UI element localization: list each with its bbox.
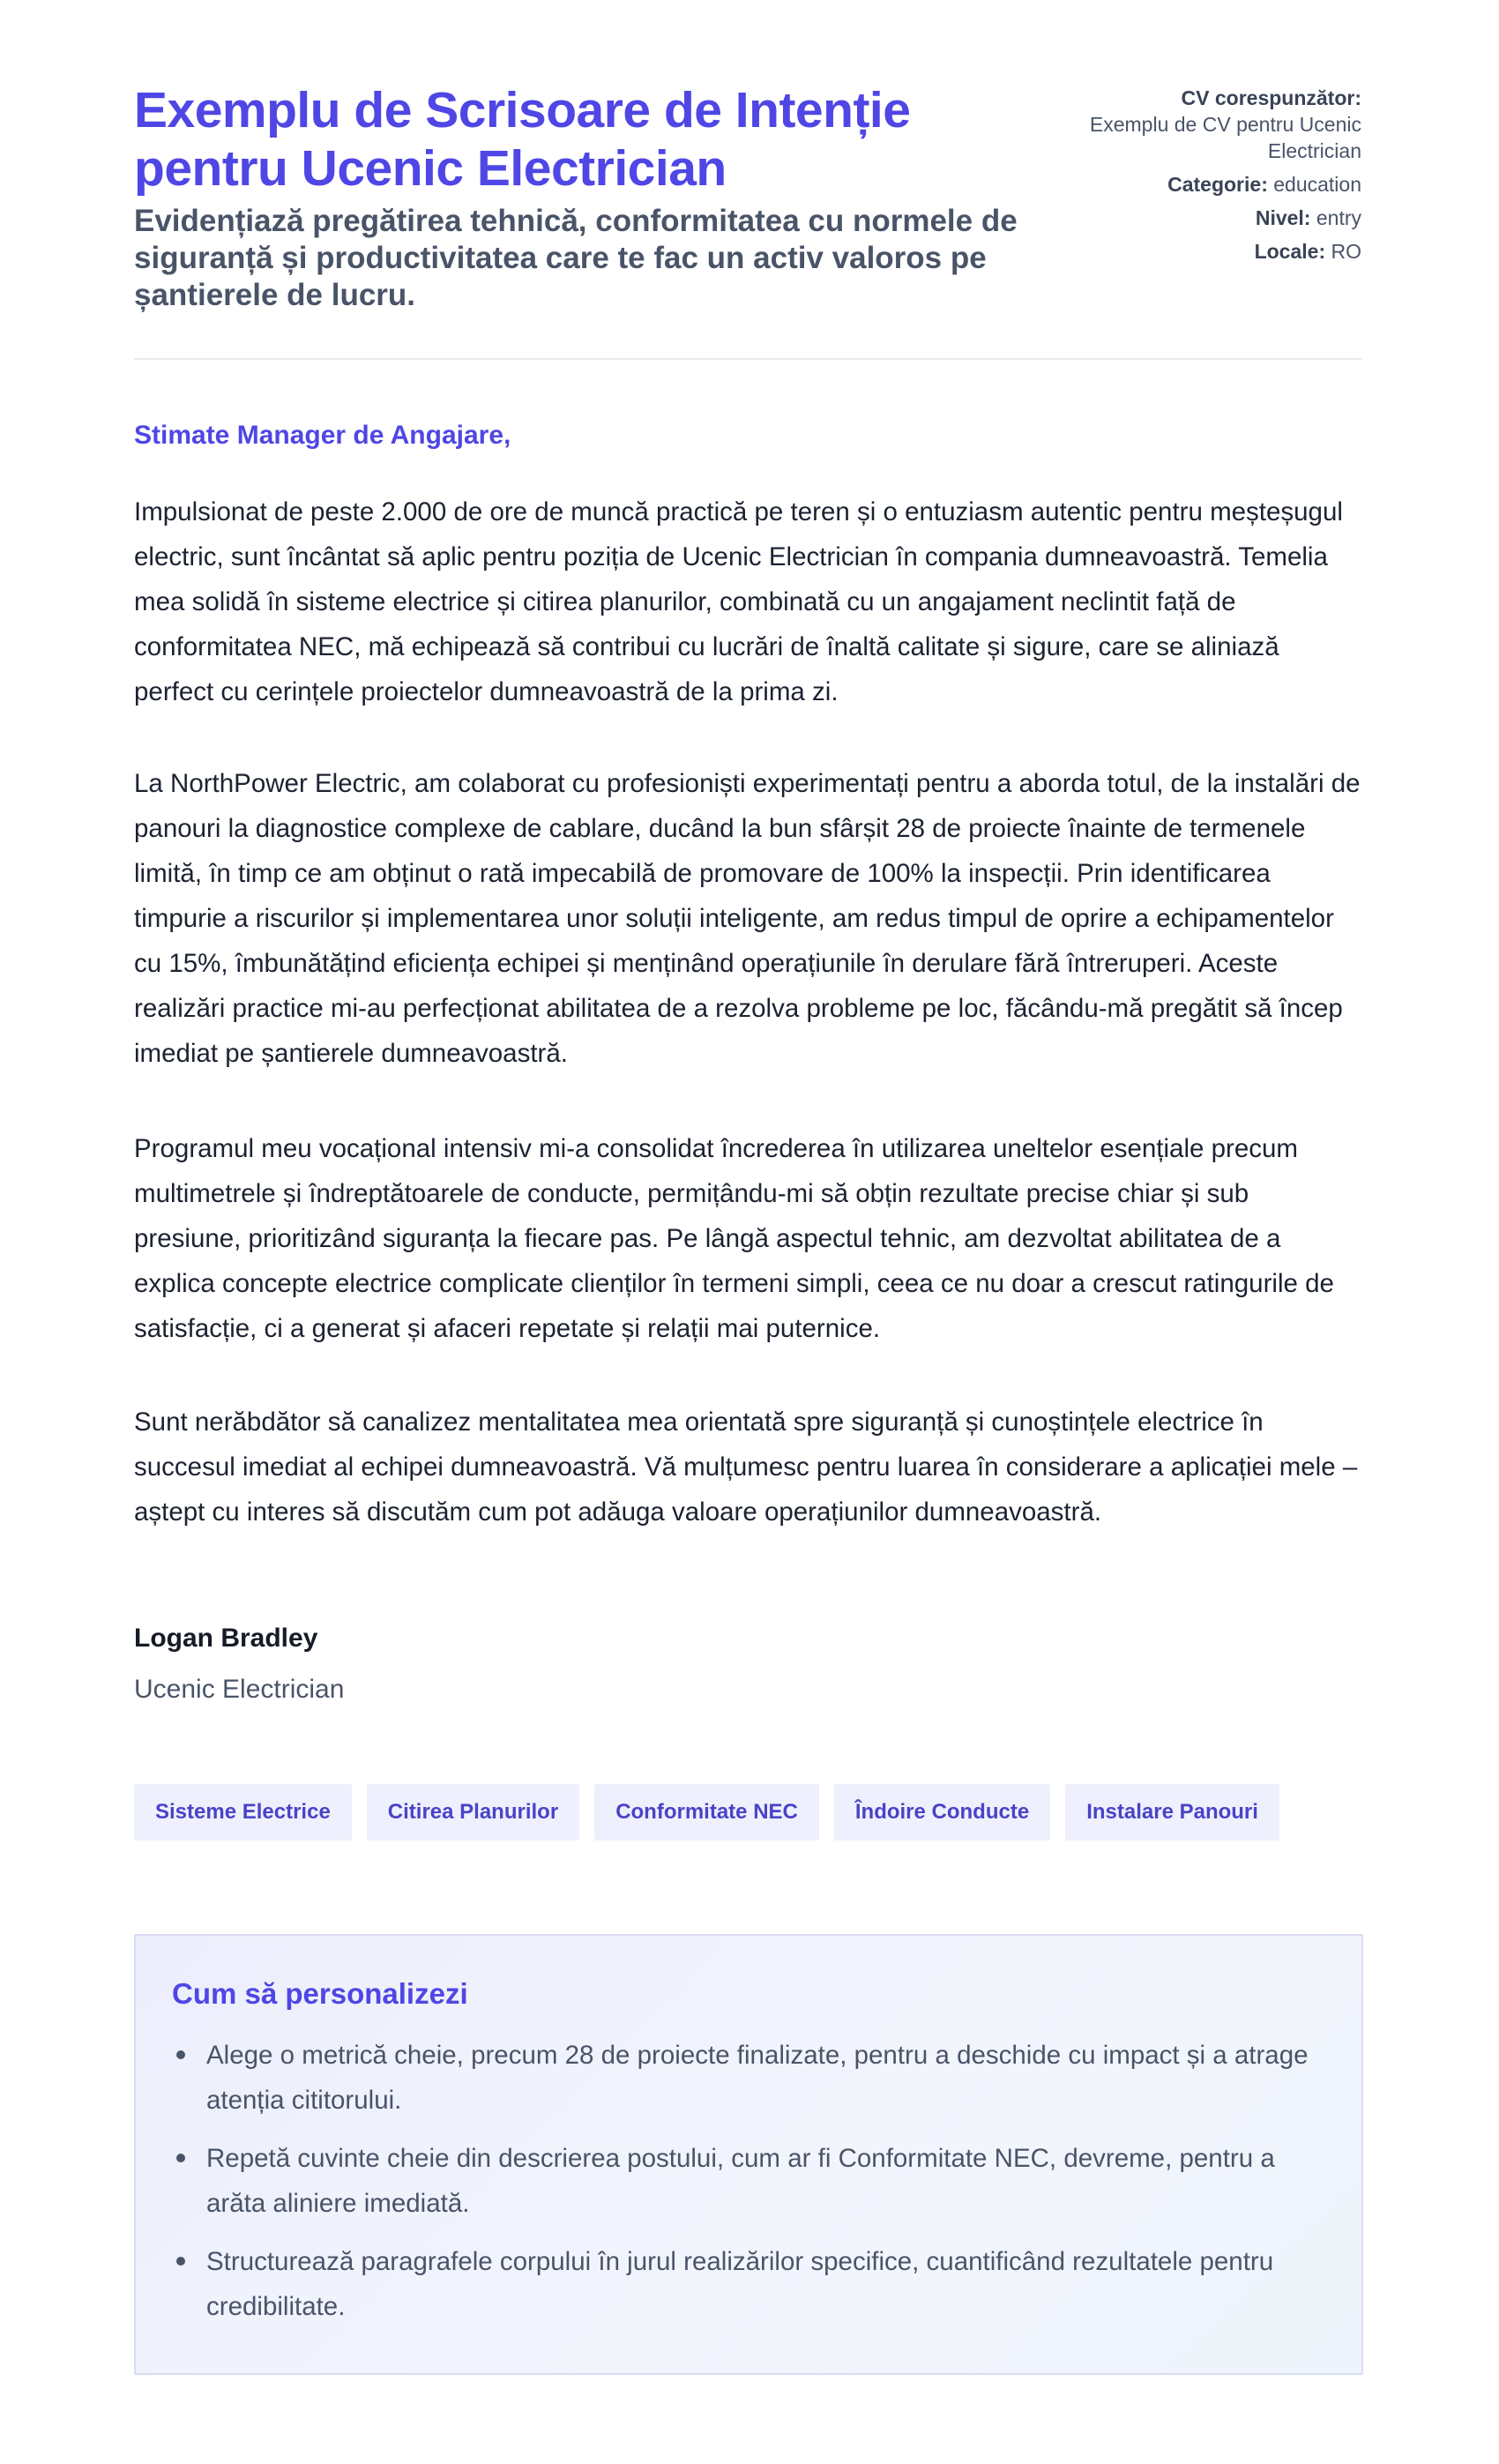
tip-text: Structurează paragrafele corpului în jurul realizărilor specifice, cuantificând rezultatele pentru credibilitate.	[206, 2247, 1274, 2321]
metadata-panel	[1079, 85, 1361, 272]
tips-title: Cum să personalizezi	[172, 1977, 468, 2010]
tip-text: Repetă cuvinte cheie din descrierea postului, cum ar fi Conformitate NEC, devreme, pentru a arăta aliniere imediată.	[206, 2144, 1275, 2218]
meta-locale-value: RO	[1331, 240, 1361, 263]
meta-level-label: Nivel:	[1255, 206, 1311, 229]
signature-role: Ucenic Electrician	[134, 1675, 345, 1704]
bullet-icon	[176, 2154, 185, 2162]
signature-name: Logan Bradley	[134, 1624, 318, 1653]
letter-paragraph: Programul meu vocațional intensiv mi-a consolidat încrederea în utilizarea uneltelor esențiale precum multimetrele și îndreptătoarele de conducte, permițându-mi să obțin rezultate precise chiar și sub presiune, prioritizând siguranța la fiecare pas. Pe lângă aspectul tehnic, am dezvoltat abilitatea de a explica concepte electrice complicate clienților în termeni simpli, ceea ce nu doar a crescut ratingurile de satisfacție, ci a generat și afaceri repetate și relații mai puternice.	[134, 1134, 1334, 1343]
meta-level	[1079, 205, 1361, 231]
bullet-icon	[176, 2257, 185, 2266]
skill-tag[interactable]: Citirea Planurilor	[367, 1784, 579, 1841]
cover-letter-page	[134, 0, 1361, 2321]
tip-item	[168, 2239, 1323, 2329]
meta-locale	[1079, 238, 1361, 265]
meta-cv-value[interactable]: Exemplu de CV pentru Ucenic Electrician	[1089, 113, 1361, 162]
page-subtitle: Evidențiază pregătirea tehnică, conformitatea cu normele de siguranță și productivitatea care te fac un activ valoros pe șantierele de lucru.	[134, 204, 1018, 312]
page-title: Exemplu de Scrisoare de Intenție pentru Ucenic Electrician	[134, 82, 911, 197]
skill-tag[interactable]: Conformitate NEC	[594, 1784, 819, 1841]
skill-tag[interactable]: Îndoire Conducte	[834, 1784, 1050, 1841]
meta-level-value: entry	[1316, 206, 1361, 229]
skill-tags	[134, 1784, 1279, 1841]
tip-item	[168, 2136, 1323, 2226]
meta-category-label: Categorie:	[1167, 173, 1268, 196]
letter-greeting: Stimate Manager de Angajare,	[134, 421, 511, 450]
page-header	[134, 0, 1361, 360]
meta-cv	[1079, 85, 1361, 164]
bullet-icon	[176, 2050, 185, 2059]
tips-list	[168, 2033, 1323, 2342]
tip-item	[168, 2033, 1323, 2123]
meta-locale-label: Locale:	[1254, 240, 1326, 263]
customization-tips-box	[134, 1934, 1363, 2375]
meta-cv-label: CV corespunzător:	[1181, 86, 1361, 109]
tip-text: Alege o metrică cheie, precum 28 de proiecte finalizate, pentru a deschide cu impact și a atrage atenția cititorului.	[206, 2041, 1309, 2115]
skill-tag[interactable]: Sisteme Electrice	[134, 1784, 352, 1841]
skill-tag[interactable]: Instalare Panouri	[1065, 1784, 1279, 1841]
letter-paragraph: La NorthPower Electric, am colaborat cu profesioniști experimentați pentru a aborda totul, de la instalări de panouri la diagnostice complexe de cablare, ducând la bun sfârșit 28 de proiecte înainte de termenele limită, în timp ce am obținut o rată impecabilă de promovare de 100% la inspecții. Prin identificarea timpurie a riscurilor și implementarea unor soluții inteligente, am redus timpul de oprire a echipamentelor cu 15%, îmbunătățind eficiența echipei și menținând operațiunile în derulare fără întreruperi. Aceste realizări practice mi-au perfecționat abilitatea de a rezolva probleme pe loc, făcându-mă pregătit să încep imediat pe șantierele dumneavoastră.	[134, 769, 1361, 1068]
letter-paragraph: Sunt nerăbdător să canalizez mentalitatea mea orientată spre siguranță și cunoștințele electrice în succesul imediat al echipei dumneavoastră. Vă mulțumesc pentru luarea în considerare a aplicației mele – aștept cu interes să discutăm cum pot adăuga valoare operațiunilor dumneavoastră.	[134, 1407, 1358, 1527]
meta-category-value: education	[1273, 173, 1361, 196]
meta-category	[1079, 171, 1361, 198]
letter-paragraph: Impulsionat de peste 2.000 de ore de muncă practică pe teren și o entuziasm autentic pentru meșteșugul electric, sunt încântat să aplic pentru poziția de Ucenic Electrician în compania dumneavoastră. Temelia mea solidă în sisteme electrice și citirea planurilor, combinată cu un angajament neclintit față de conformitatea NEC, mă echipează să contribui cu lucrări de înaltă calitate și sigure, care se aliniază perfect cu cerințele proiectelor dumneavoastră de la prima zi.	[134, 497, 1343, 706]
